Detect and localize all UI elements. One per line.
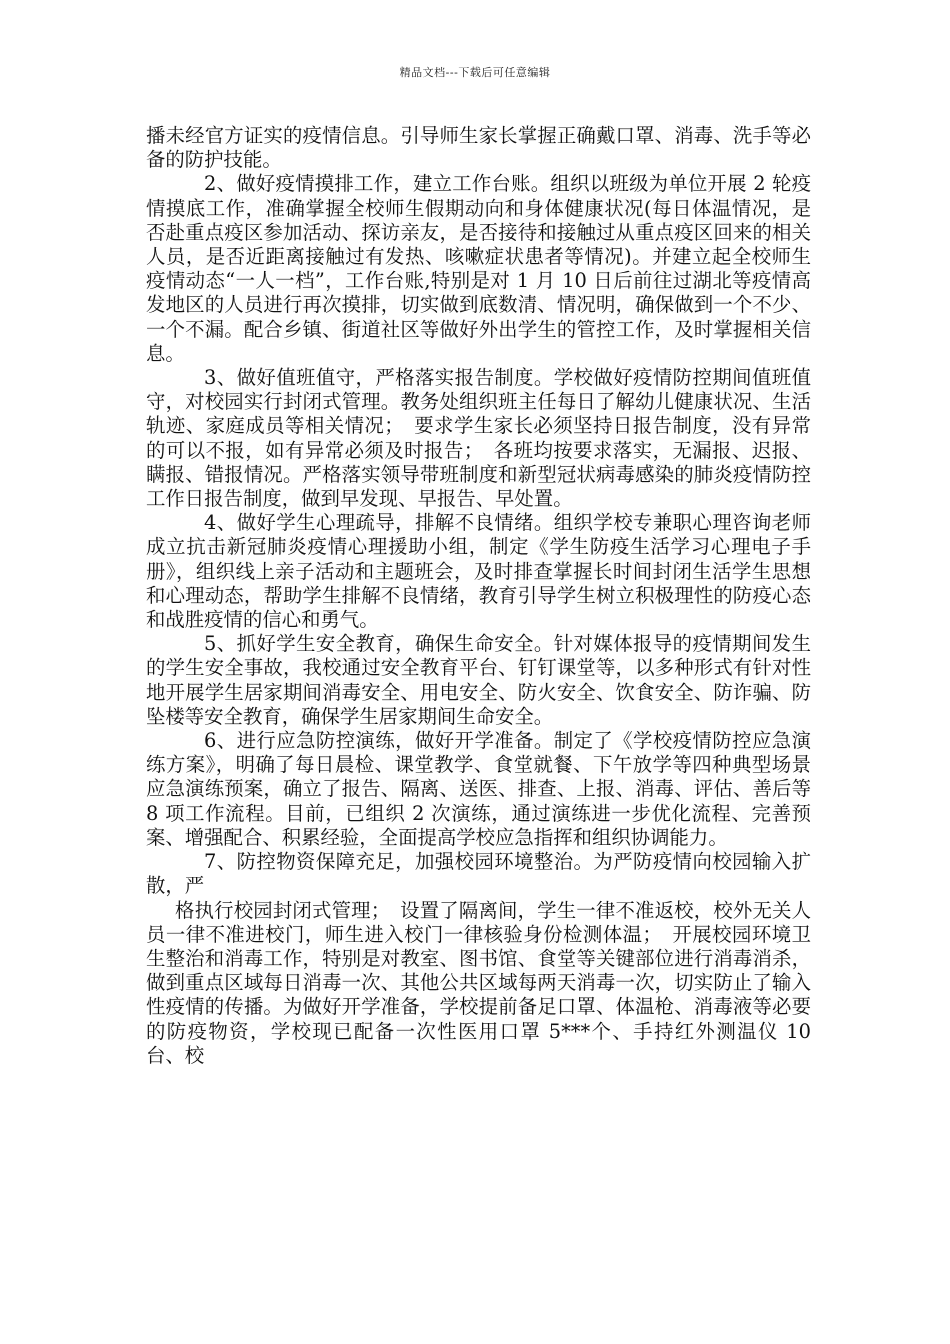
paragraph-item-6: 6、进行应急防控演练，做好开学准备。制定了《学校疫情防控应急演练方案》，明确了每日晨检、课堂教学、食堂就餐、下午放学等四种典型场景应急演练预案，确立了报告、隔离、送医、排查、上报、消毒、评估、善后等 8 项工作流程。目前，已组织 2 次演练，通过演练进一步优化流程、完善预案、增强配合、积累经验，全面提高学校应急指挥和组织协调能力。: [146, 729, 811, 849]
document-body: [146, 124, 811, 1068]
paragraph-item-7-continued: 格执行校园封闭式管理； 设置了隔离间，学生一律不准返校，校外无关人员一律不准进校门，师生进入校门一律核验身份检测体温； 开展校园环境卫生整治和消毒工作，特别是对教室、图书馆、食堂等关键部位进行消毒消杀，做到重点区域每日消毒一次、其他公共区域每两天消毒一次，切实防止了输入性疫情的传播。为做好开学准备，学校提前备足口罩、体温枪、消毒液等必要的防疫物资，学校现已配备一次性医用口罩 5***个、手持红外测温仪 10 台、校: [146, 898, 811, 1067]
paragraph-item-2: 2、做好疫情摸排工作，建立工作台账。组织以班级为单位开展 2 轮疫情摸底工作，准确掌握全校师生假期动向和身体健康状况(每日体温情况，是否赴重点疫区参加活动、探访亲友，是否接待和接触过从重点疫区回来的相关人员，是否近距离接触过有发热、咳嗽症状患者等情况)。并建立起全校师生疫情动态“一人一档”，工作台账,特别是对 1 月 10 日后前往过湖北等疫情高发地区的人员进行再次摸排，切实做到底数清、情况明，确保做到一个不少、一个不漏。配合乡镇、街道社区等做好外出学生的管控工作，及时掌握相关信息。: [146, 172, 811, 365]
paragraph-item-4: 4、做好学生心理疏导，排解不良情绪。组织学校专兼职心理咨询老师成立抗击新冠肺炎疫情心理援助小组，制定《学生防疫生活学习心理电子手册》，组织线上亲子活动和主题班会，及时排查掌握长时间封闭生活学生思想和心理动态，帮助学生排解不良情绪，教育引导学生树立积极理性的防疫心态和战胜疫情的信心和勇气。: [146, 511, 811, 632]
paragraph-item-5: 5、抓好学生安全教育，确保生命安全。针对媒体报导的疫情期间发生的学生安全事故，我校通过安全教育平台、钉钉课堂等，以多种形式有针对性地开展学生居家期间消毒安全、用电安全、防火安全、饮食安全、防诈骗、防坠楼等安全教育，确保学生居家期间生命安全。: [146, 632, 811, 728]
paragraph-continuation: 播未经官方证实的疫情信息。引导师生家长掌握正确戴口罩、消毒、洗手等必备的防护技能。: [146, 124, 811, 172]
page-header: 精品文档---下载后可任意编辑: [399, 66, 551, 79]
paragraph-item-3: 3、做好值班值守，严格落实报告制度。学校做好疫情防控期间值班值守，对校园实行封闭式管理。教务处组织班主任每日了解幼儿健康状况、生活轨迹、家庭成员等相关情况； 要求学生家长必须坚持日报告制度，没有异常的可以不报，如有异常必须及时报告； 各班均按要求落实，无漏报、迟报、瞒报、错报情况。严格落实领导带班制度和新型冠状病毒感染的肺炎疫情防控工作日报告制度，做到早发现、早报告、早处置。: [146, 366, 811, 511]
paragraph-item-7: 7、防控物资保障充足，加强校园环境整治。为严防疫情向校园输入扩散，严: [146, 850, 811, 898]
